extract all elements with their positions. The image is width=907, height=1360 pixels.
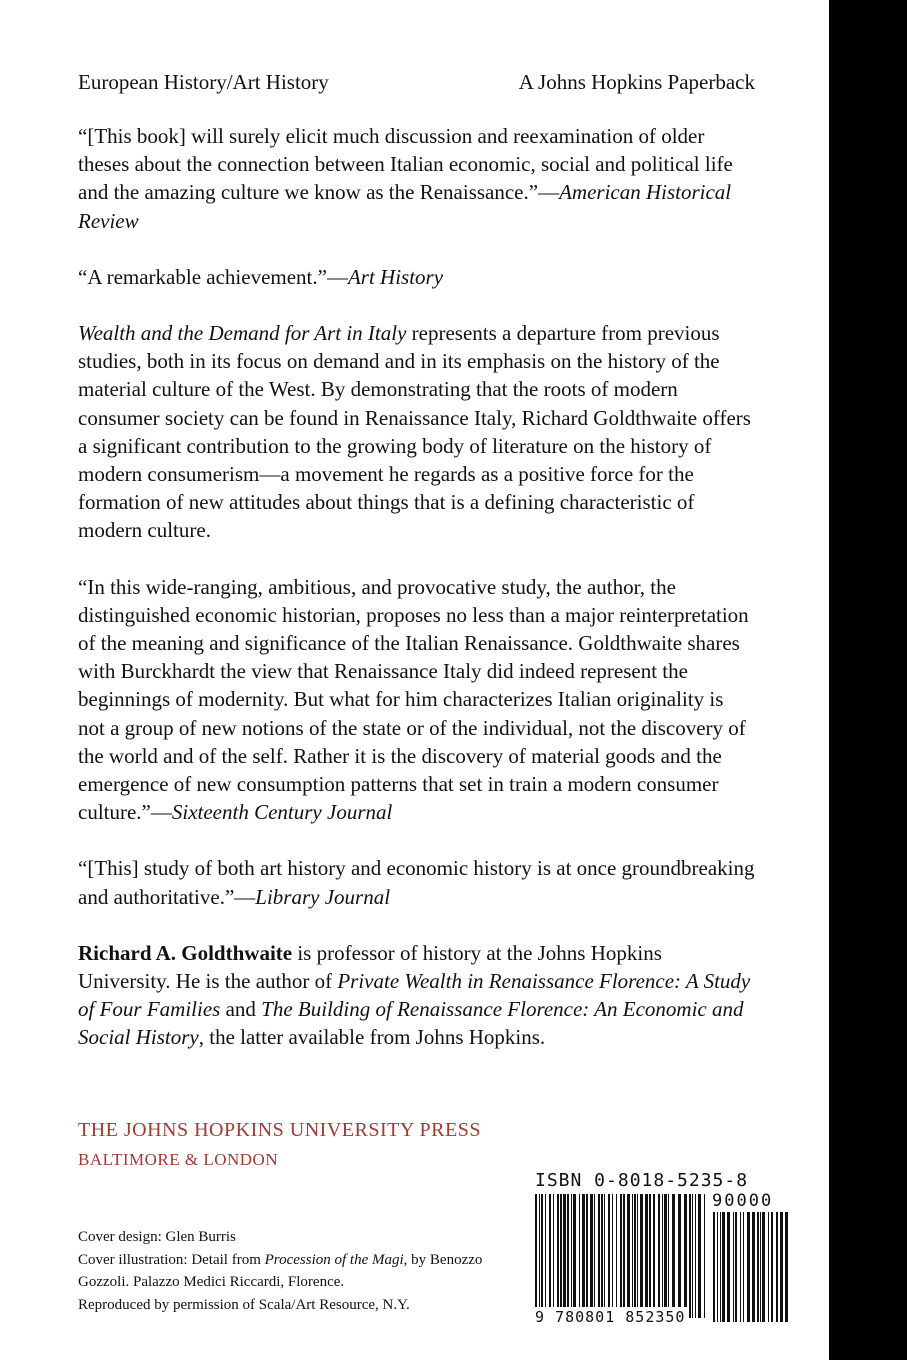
isbn-barcode: [535, 1170, 790, 1335]
author-bio-text: , the latter available from Johns Hopkins.: [198, 1025, 546, 1050]
author-bio-text: is professor of history at the Johns Hopkins University. He is the author of: [78, 940, 662, 994]
book-title: Wealth and the Demand for Art in Italy: [78, 321, 407, 346]
review-quote: [78, 854, 755, 910]
author-book-title: Private Wealth in Renaissance Florence: A Study of Four Families: [78, 969, 751, 1022]
credit-text: , by Benozzo Gozzoli. Palazzo Medici Riccardi, Florence.: [78, 1251, 483, 1290]
ean-digits: 9 780801 852350: [535, 1308, 686, 1326]
cover-credits: [78, 1226, 498, 1316]
author-book-title: The Building of Renaissance Florence: An Economic and Social History: [78, 997, 744, 1050]
quote-source: Library Journal: [255, 884, 391, 909]
book-description: [78, 319, 755, 545]
cover-design-credit: Cover design: Glen Burris: [78, 1229, 236, 1245]
isbn-number: ISBN 0-8018-5235-8: [535, 1170, 749, 1191]
price-addon-number: 90000: [712, 1191, 774, 1211]
author-name: Richard A. Goldthwaite: [78, 940, 293, 965]
ean-barcode-bars: [535, 1194, 707, 1318]
artwork-title: Procession of the Magi: [264, 1251, 404, 1268]
credit-text: Cover illustration: Detail from: [78, 1251, 265, 1268]
cover-illustration-credit: [78, 1249, 498, 1294]
imprint-label: A Johns Hopkins Paperback: [518, 70, 755, 94]
quote-text: “A remarkable achievement.”—: [78, 264, 348, 289]
publisher-imprint: [78, 1116, 481, 1173]
quote-source: Art History: [347, 264, 444, 289]
review-quote: [78, 263, 755, 291]
quote-source: American Historical Review: [78, 180, 732, 233]
back-cover-text: [78, 122, 755, 1080]
quote-text: “[This book] will surely elicit much discussion and reexamination of older theses about the connection between Italian economic, social and political life and the amazing culture we know as the Renaissance.”—: [78, 124, 733, 205]
quote-text: “In this wide-ranging, ambitious, and provocative study, the author, the distinguished economic historian, proposes no less than a major reinterpretation of the meaning and significance of the Italian Renaissance. Goldthwaite shares with Burckhardt the view that Renaissance Italy did indeed represent the beginnings of modernity. But what for him characterizes Italian originality is not a group of new notions of the state or of the individual, not the discovery of the world and of the self. Rather it is the discovery of material goods and the emergence of new consumption patterns that set in train a modern consumer culture.”—: [78, 574, 749, 825]
author-bio: [78, 939, 755, 1052]
category-label: European History/Art History: [78, 70, 329, 94]
addon-barcode-bars: [713, 1212, 789, 1322]
review-quote: [78, 573, 755, 827]
review-quote: [78, 122, 755, 235]
book-spine-edge: [829, 0, 907, 1360]
quote-text: “[This] study of both art history and economic history is at once groundbreaking and authoritative.”—: [78, 856, 755, 909]
publisher-name: THE JOHNS HOPKINS UNIVERSITY PRESS: [78, 1119, 481, 1141]
description-body: represents a departure from previous studies, both in its focus on demand and in its emphasis on the history of the material culture of the West. By demonstrating that the roots of modern consumer society can be found in Renaissance Italy, Richard Goldthwaite offers a significant contribution to the growing body of literature on the history of modern consumerism—a movement he regards as a positive force for the formation of new attitudes about things that is a defining characteristic of modern culture.: [78, 321, 751, 543]
quote-source: Sixteenth Century Journal: [171, 800, 393, 825]
permission-credit: Reproduced by permission of Scala/Art Resource, N.Y.: [78, 1296, 410, 1313]
publisher-city: BALTIMORE & LONDON: [78, 1150, 279, 1169]
author-bio-text: and: [220, 997, 262, 1022]
header: [78, 68, 755, 96]
